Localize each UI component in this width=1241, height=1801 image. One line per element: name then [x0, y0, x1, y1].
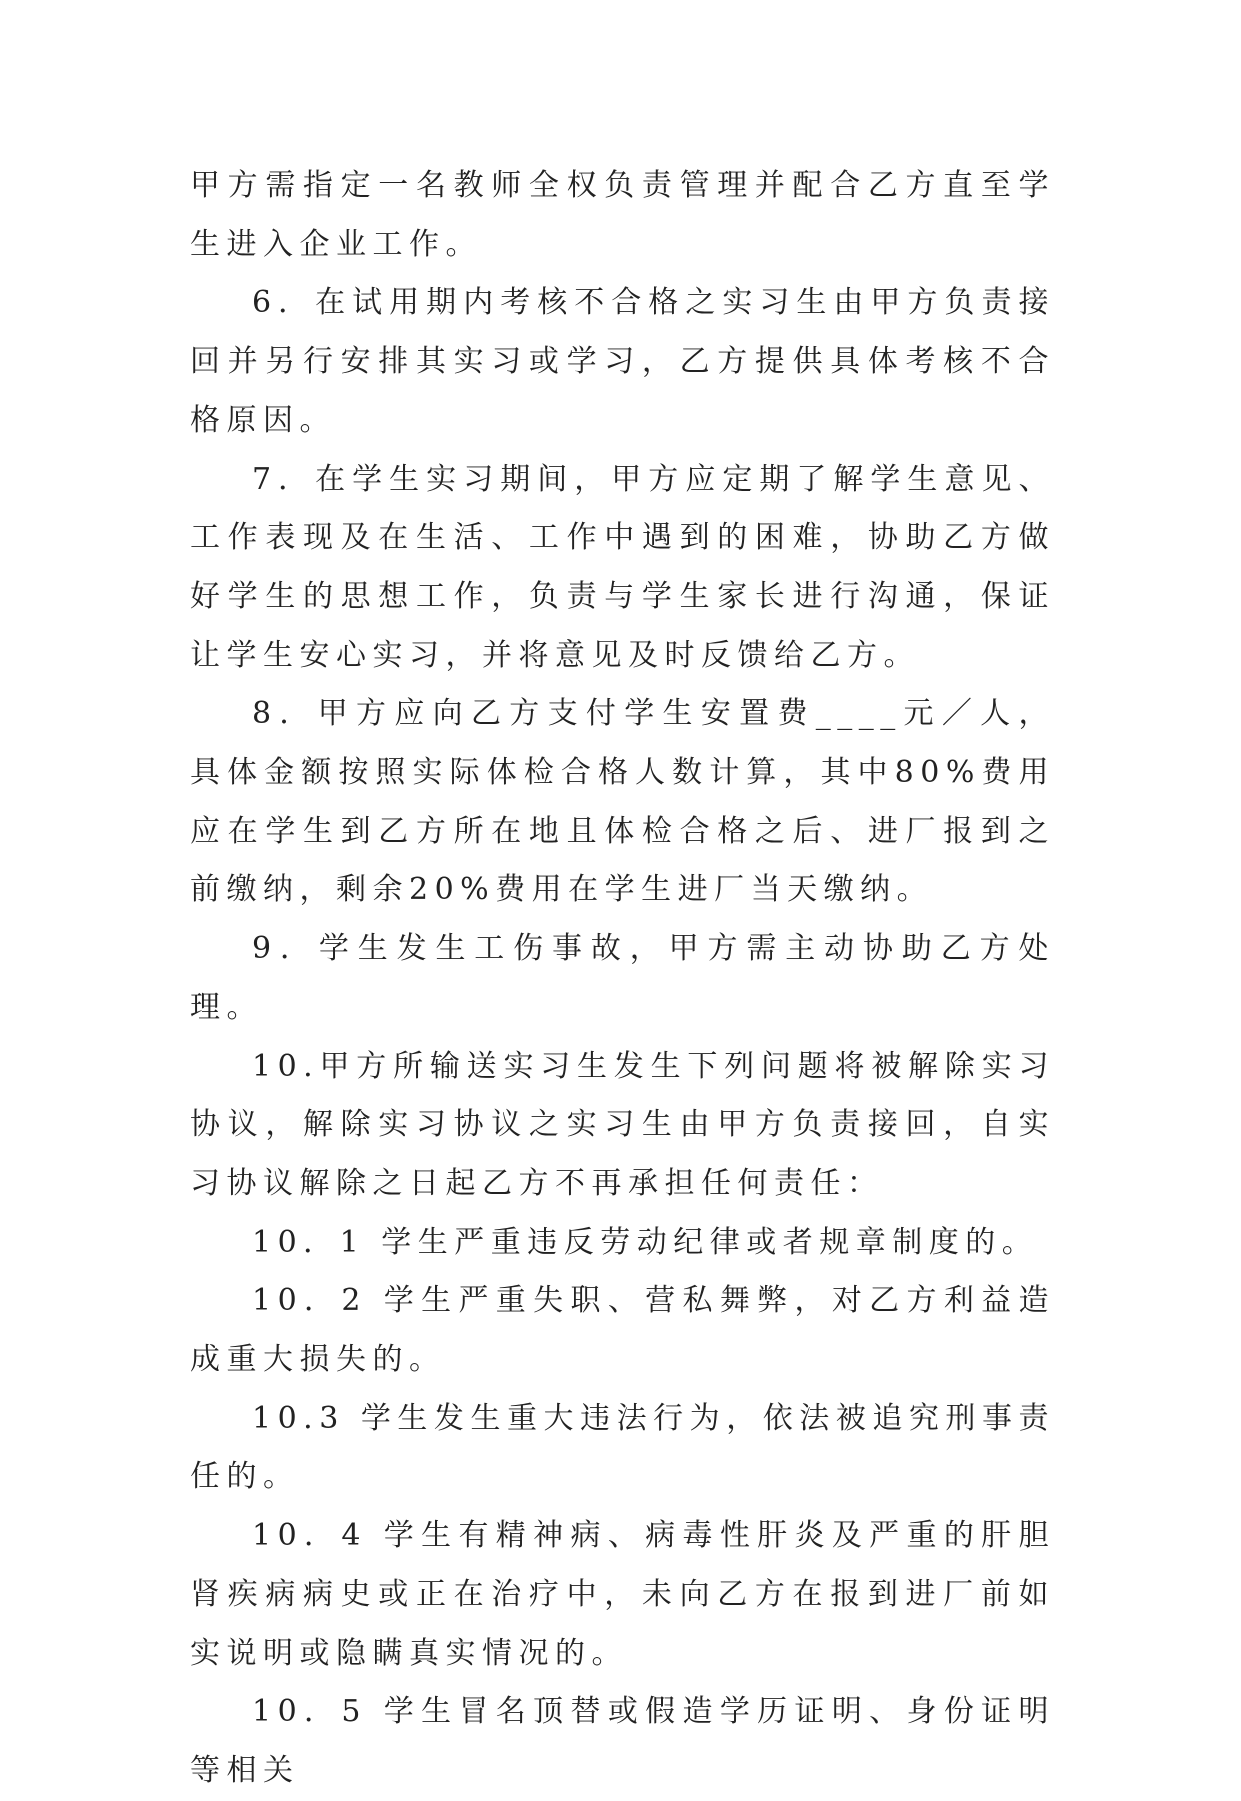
- paragraph-clause-8: 8．甲方应向乙方支付学生安置费____元／人，具体金额按照实际体检合格人数计算，其中80%费用应在学生到乙方所在地且体检合格之后、进厂报到之前缴纳，剩余20%费用在学生进厂当天缴纳。: [190, 696, 1055, 908]
- paragraph-clause-9: 9．学生发生工伤事故，甲方需主动协助乙方处理。: [190, 931, 1055, 1025]
- paragraph-clause-10-1: 10．1 学生严重违反劳动纪律或者规章制度的。: [252, 1224, 1039, 1260]
- paragraph-clause-10-3: 10.3 学生发生重大违法行为，依法被追究刑事责任的。: [190, 1400, 1055, 1495]
- paragraph-clause-6: 6．在试用期内考核不合格之实习生由甲方负责接回并另行安排其实习或学习，乙方提供具体考核不合格原因。: [190, 285, 1055, 438]
- paragraph-clause-7: 7．在学生实习期间，甲方应定期了解学生意见、工作表现及在生活、工作中遇到的困难，协助乙方做好学生的思想工作，负责与学生家长进行沟通，保证让学生安心实习，并将意见及时反馈给乙方。: [190, 461, 1055, 673]
- paragraph-continuation: 甲方需指定一名教师全权负责管理并配合乙方直至学生进入企业工作。: [190, 168, 1055, 262]
- paragraph-clause-10-2: 10．2 学生严重失职、营私舞弊，对乙方利益造成重大损失的。: [190, 1283, 1055, 1378]
- paragraph-clause-10-4: 10．4 学生有精神病、病毒性肝炎及严重的肝胆肾疾病病史或正在治疗中，未向乙方在报到进厂前如实说明或隐瞒真实情况的。: [190, 1518, 1055, 1671]
- document-body: [190, 157, 1055, 1801]
- paragraph-clause-10-5: 10．5 学生冒名顶替或假造学历证明、身份证明等相关: [190, 1694, 1055, 1788]
- paragraph-clause-10: 10.甲方所输送实习生发生下列问题将被解除实习协议，解除实习协议之实习生由甲方负责接回，自实习协议解除之日起乙方不再承担任何责任：: [190, 1048, 1055, 1201]
